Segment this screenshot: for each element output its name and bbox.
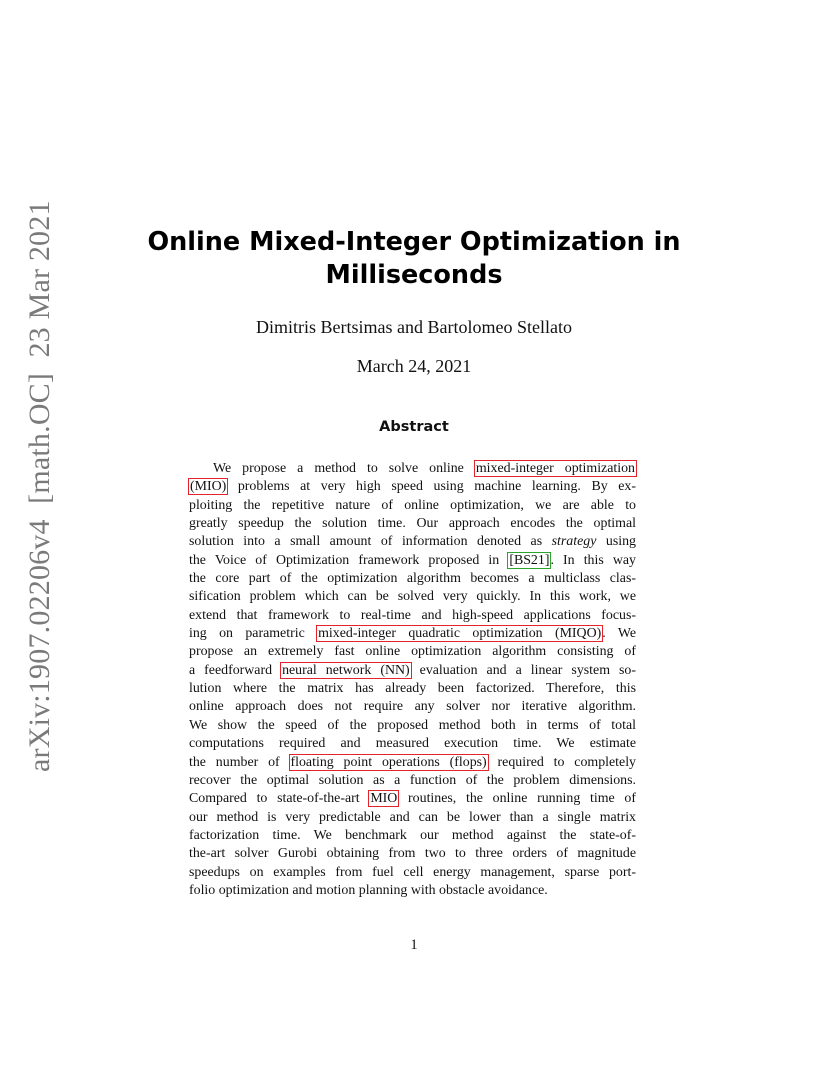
abstract-line: ploiting the repetitive nature of online optimization, we are able to — [189, 497, 636, 513]
citation-bs21[interactable]: [BS21] — [509, 552, 550, 568]
abstract-line: extend that framework to real-time and high-speed applications focus- — [189, 607, 636, 623]
abstract-text: the Voice of Optimization framework proposed in — [189, 552, 509, 568]
author-list: Dimitris Bertsimas and Bartolomeo Stellato — [256, 317, 572, 337]
abstract-line: folio optimization and motion planning with obstacle avoidance. — [189, 882, 548, 898]
abstract-line — [189, 478, 636, 496]
abstract-line: lution where the matrix has already been factorized. Therefore, this — [189, 681, 636, 697]
link-mixed-integer-optimization[interactable]: mixed-integer optimization — [475, 461, 635, 476]
abstract-line — [189, 790, 636, 808]
abstract-line: speedups on examples from fuel cell energy management, sparse port- — [189, 864, 636, 880]
abstract-text: Compared to state-of-the-art — [189, 791, 370, 807]
abstract-line — [189, 533, 636, 551]
abstract-text: the number of — [189, 754, 290, 770]
title-line-1: Online Mixed-Integer Optimization in — [147, 227, 681, 257]
abstract-line — [189, 625, 636, 643]
page-number: 1 — [410, 937, 418, 953]
link-flops[interactable]: floating point operations (flops) — [290, 754, 487, 770]
link-miqo[interactable]: mixed-integer quadratic optimization (MIQO) — [318, 626, 602, 642]
abstract-line: sification problem which can be solved very quickly. In this work, we — [189, 589, 636, 605]
abstract-text: . In this way — [550, 552, 636, 568]
abstract-line: factorization time. We benchmark our method against the state-of- — [189, 827, 636, 843]
abstract-line: computations required and measured execution time. We estimate — [189, 736, 636, 752]
abstract-text: evaluation and a linear system so- — [410, 662, 636, 678]
link-mio[interactable]: MIO — [370, 791, 398, 807]
abstract-text: We propose a method to solve online — [213, 461, 475, 476]
abstract-line: our method is very predictable and can be lower than a single matrix — [189, 809, 636, 825]
abstract-body — [189, 460, 636, 900]
abstract-text: . We — [602, 626, 636, 642]
abstract-line: the core part of the optimization algorithm becomes a multiclass clas- — [189, 571, 636, 587]
abstract-line — [189, 662, 636, 680]
publication-date: March 24, 2021 — [356, 356, 472, 376]
abstract-text: using — [596, 534, 637, 550]
abstract-line — [189, 552, 636, 570]
abstract-text: problems at very high speed using machine learning. By ex- — [227, 479, 636, 495]
abstract-line: We show the speed of the proposed method both in terms of total — [189, 717, 636, 733]
abstract-text: ing on parametric — [189, 626, 318, 642]
link-mio-acronym[interactable]: (MIO) — [190, 479, 227, 495]
emphasis-strategy: strategy — [551, 534, 597, 550]
abstract-line: propose an extremely fast online optimization algorithm consisting of — [189, 644, 636, 660]
abstract-line: online approach does not require any solver nor iterative algorithm. — [189, 699, 636, 715]
abstract-text: a feedforward — [189, 662, 282, 678]
abstract-line: greatly speedup the solution time. Our approach encodes the optimal — [189, 516, 636, 532]
abstract-line: the-art solver Gurobi obtaining from two to three orders of magnitude — [189, 846, 636, 862]
abstract-line: recover the optimal solution as a function of the problem dimensions. — [189, 772, 636, 788]
abstract-line — [189, 754, 636, 772]
abstract-text: routines, the online running time of — [398, 791, 636, 807]
title-line-2: Milliseconds — [325, 260, 503, 290]
abstract-text: required to completely — [487, 754, 637, 770]
abstract-text: solution into a small amount of information denoted as — [189, 534, 552, 550]
link-neural-network[interactable]: neural network (NN) — [282, 662, 410, 678]
abstract-line — [189, 460, 636, 478]
paper-title — [100, 226, 728, 292]
arxiv-identifier-stamp: arXiv:1907.02206v4 [math.OC] 23 Mar 2021 — [23, 200, 56, 772]
abstract-heading: Abstract — [379, 419, 449, 435]
